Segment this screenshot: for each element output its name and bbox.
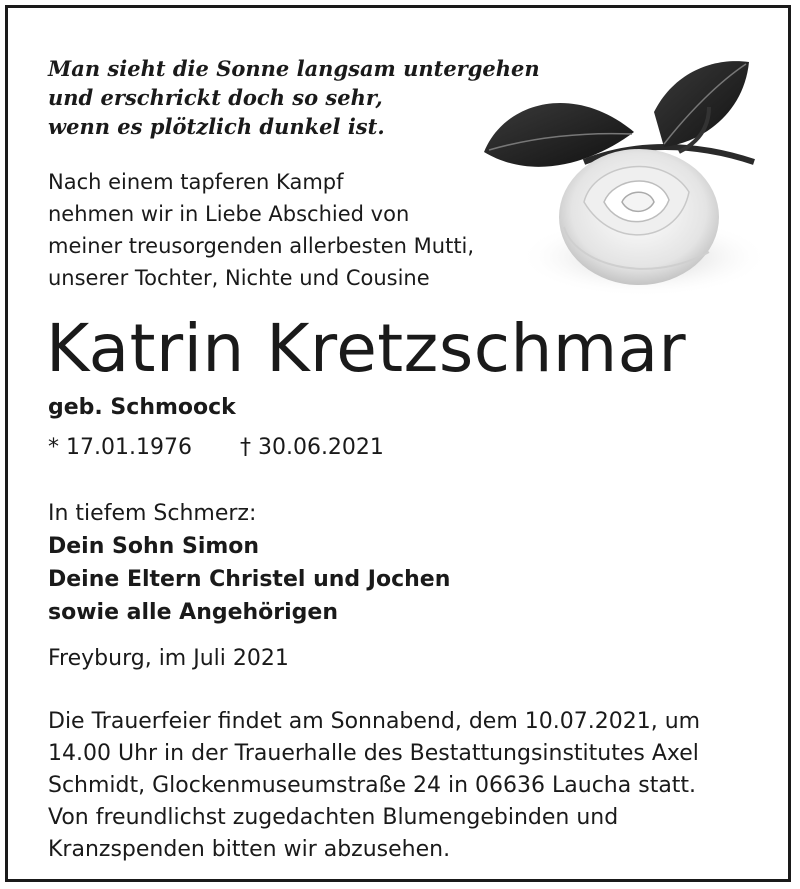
- poem-line: Man sieht die Sonne langsam untergehen: [48, 56, 540, 81]
- mourner-name: Dein Sohn Simon: [48, 534, 260, 559]
- funeral-line: Die Trauerfeier findet am Sonnabend, dem 10.07.2021, um: [48, 709, 701, 734]
- intro-text: [48, 166, 474, 294]
- intro-line: meiner treusorgenden allerbesten Mutti,: [48, 234, 475, 258]
- funeral-line: Schmidt, Glockenmuseumstraße 24 in 06636 Laucha statt.: [48, 773, 697, 798]
- funeral-line: Von freundlichst zugedachten Blumengebinden und: [48, 805, 619, 830]
- mourners-heading: In tiefem Schmerz:: [48, 501, 257, 526]
- mourner-name: sowie alle Angehörigen: [48, 600, 339, 625]
- mourner-name: Deine Eltern Christel und Jochen: [48, 567, 451, 592]
- intro-line: nehmen wir in Liebe Abschied von: [48, 202, 410, 226]
- intro-line: unserer Tochter, Nichte und Cousine: [48, 266, 430, 290]
- poem-line: wenn es plötzlich dunkel ist.: [48, 114, 385, 139]
- birth-name: geb. Schmoock: [48, 395, 236, 420]
- life-dates: [48, 435, 384, 460]
- death-date: † 30.06.2021: [239, 435, 384, 460]
- funeral-line: Kranzspenden bitten wir abzusehen.: [48, 837, 451, 862]
- mourners: [48, 497, 450, 629]
- place-date: Freyburg, im Juli 2021: [48, 646, 289, 671]
- intro-line: Nach einem tapferen Kampf: [48, 170, 344, 194]
- obituary-frame: [5, 5, 791, 882]
- funeral-line: 14.00 Uhr in der Trauerhalle des Bestattungsinstitutes Axel: [48, 741, 699, 766]
- birth-date: * 17.01.1976: [48, 435, 192, 460]
- poem-line: und erschrickt doch so sehr,: [48, 85, 383, 110]
- funeral-notice: [48, 706, 700, 866]
- poem: [48, 54, 540, 141]
- deceased-name: Katrin Kretzschmar: [46, 310, 687, 387]
